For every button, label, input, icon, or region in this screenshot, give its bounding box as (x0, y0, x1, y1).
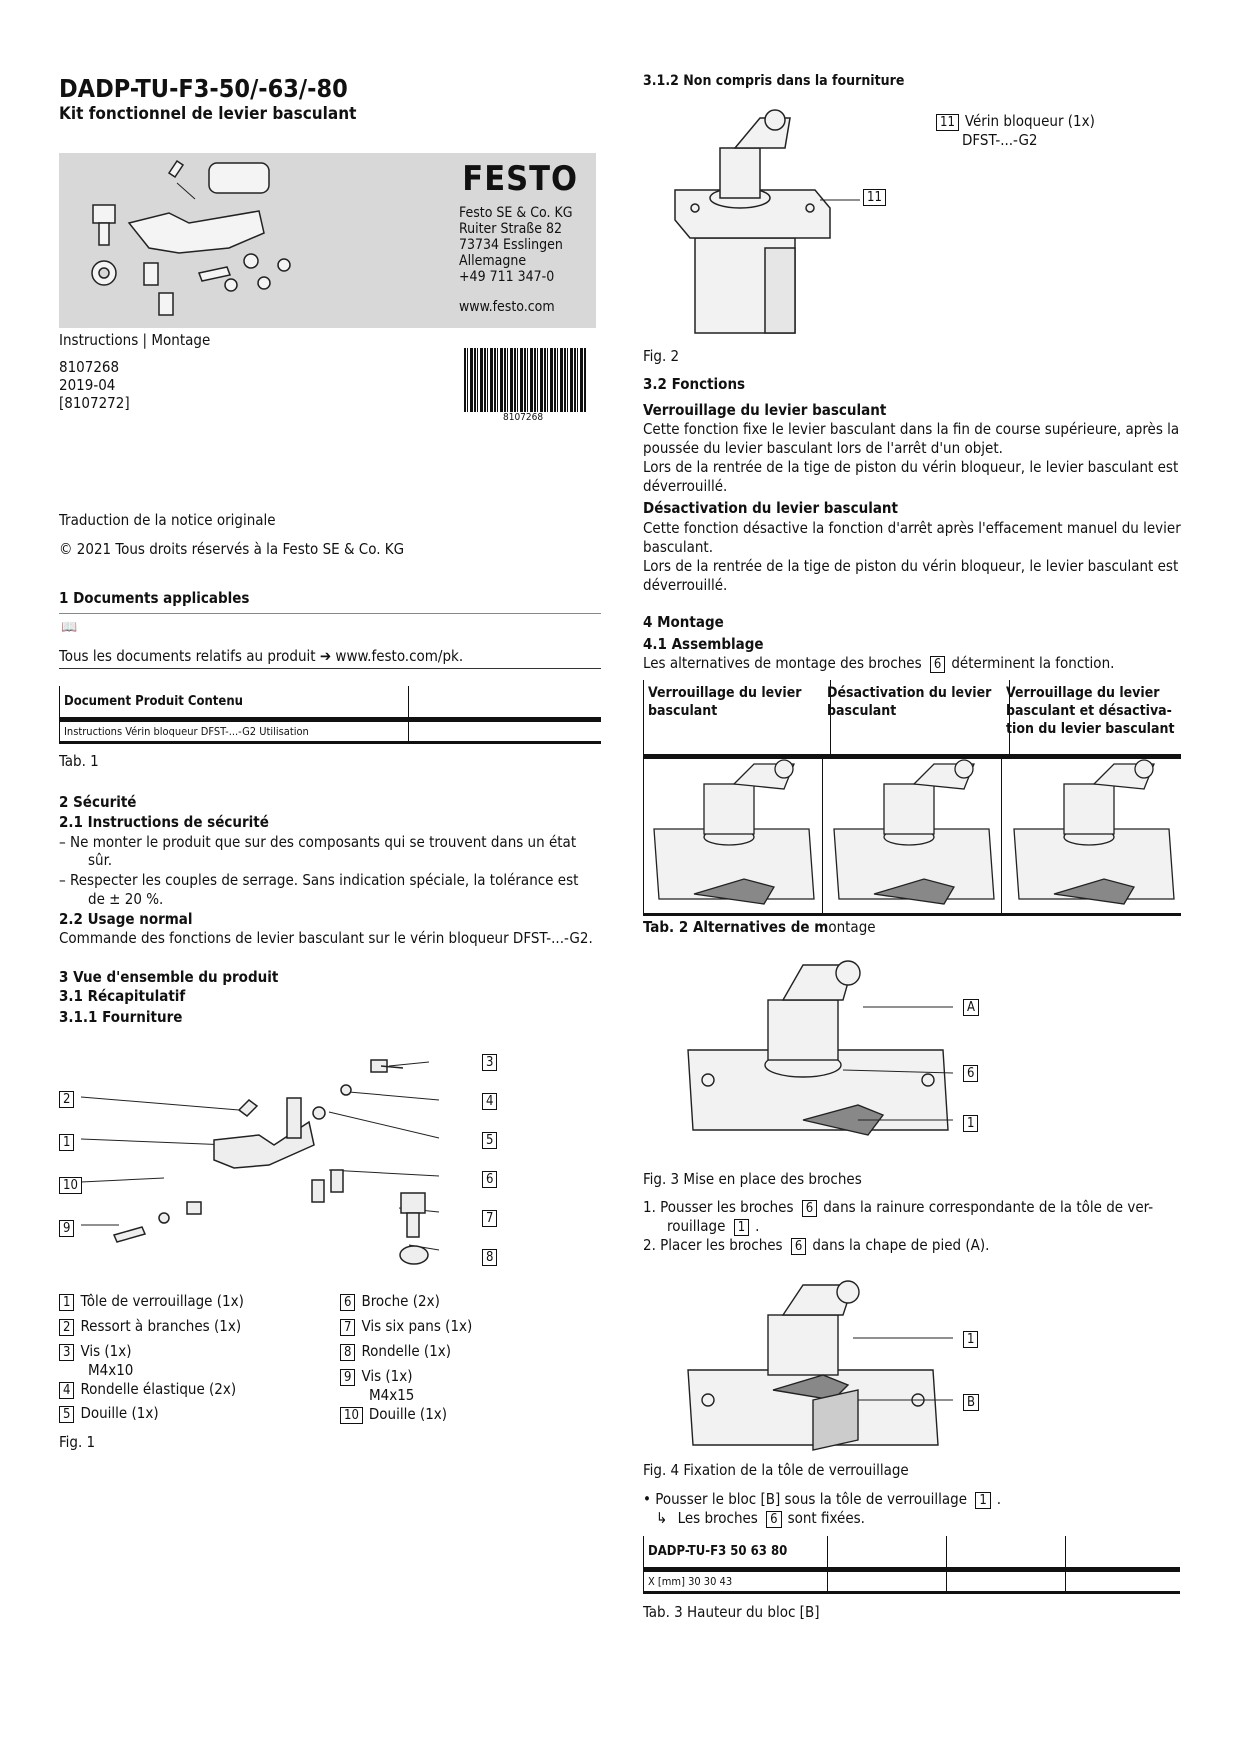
table-1 (59, 686, 601, 744)
fig4-caption: Fig. 4 Fixation de la tôle de verrouillage (643, 1461, 909, 1479)
fig1-callout (482, 1090, 503, 1110)
list-item: 6 Broche (2x) (340, 1292, 472, 1317)
table-1-header: Document Produit Contenu (60, 686, 409, 720)
callout-7: 7 (482, 1210, 497, 1227)
usage-text: Commande des fonctions de levier basculant sur le vérin bloqueur DFST-...-G2. (59, 929, 593, 947)
fig2-illustration (665, 108, 865, 338)
function1-text: Cette fonction fixe le levier basculant dans la fin de course supérieure, après la poussée du levier basculant lors de l'arrêt d'un objet. Lors de la rentrée de la tige de piston du vérin bloqueur, le levier basculant est déverrouillé. (643, 420, 1180, 495)
list-item: 3 Vis (1x) (59, 1342, 244, 1361)
safety-bullet: – Ne monter le produit que sur des composants qui se trouvent dans un état (59, 833, 577, 851)
table-1-row: Instructions Vérin bloqueur DFST-...-G2 Utilisation (60, 720, 409, 743)
table-3 (643, 1536, 1180, 1594)
section2-2-heading: 2.2 Usage normal (59, 910, 193, 928)
list-item: 2 Ressort à branches (1x) (59, 1317, 244, 1342)
page-title: DADP-TU-F3-50/-63/-80 (59, 74, 348, 103)
section2-heading: 2 Sécurité (59, 793, 137, 811)
push-instruction: • Pousser le bloc [B] sous la tôle de verrouillage 1 . (643, 1490, 1002, 1508)
list-item: 1 Tôle de verrouillage (1x) (59, 1292, 244, 1317)
translation-note: Traduction de la notice originale (59, 511, 276, 529)
function1-title: Verrouillage du levier basculant (643, 401, 887, 419)
list-item: 8 Rondelle (1x) (340, 1342, 472, 1367)
fig1-callout (482, 1168, 503, 1188)
address-line: Ruiter Straße 82 (459, 221, 563, 237)
fig4-illustration (683, 1280, 953, 1450)
barcode (464, 348, 586, 412)
fig1-callout (482, 1129, 503, 1149)
tab2-header-1: Verrouillage du levier basculant (644, 680, 831, 754)
callout-11: 11 (863, 189, 886, 206)
section2-1-heading: 2.1 Instructions de sécurité (59, 813, 269, 831)
section3-1-2-heading: 3.1.2 Non compris dans la fourniture (643, 73, 905, 89)
doc-ref: [8107272] (59, 394, 130, 412)
kit-parts-illustration (59, 153, 389, 328)
fig1-callout (59, 1131, 80, 1151)
address-line: 73734 Esslingen (459, 237, 563, 253)
section1-heading: 1 Documents applicables (59, 589, 250, 607)
section4-heading: 4 Montage (643, 613, 724, 631)
festo-logo: FESTO (462, 159, 578, 199)
fig1-callout (59, 1088, 80, 1108)
fig1-callout (482, 1246, 503, 1266)
doc-type: Instructions | Montage (59, 331, 211, 349)
callout-4: 4 (482, 1093, 497, 1110)
tab2-header-2: Désactivation du levier basculant (823, 680, 1010, 754)
fig1-illustration (59, 1040, 509, 1280)
fig1-callout (59, 1174, 88, 1194)
doc-date: 2019-04 (59, 376, 116, 394)
callout-10: 10 (59, 1177, 82, 1194)
push-result: ↳ Les broches 6 sont fixées. (656, 1509, 865, 1527)
step-1-cont: rouillage 1 . (667, 1217, 760, 1235)
fig3-caption: Fig. 3 Mise en place des broches (643, 1170, 862, 1188)
callout-3: 3 (482, 1054, 497, 1071)
fig4-callout-b: B (963, 1394, 979, 1411)
assembly-text: Les alternatives de montage des broches 6 déterminent la fonction. (643, 654, 1115, 672)
list-item: 7 Vis six pans (1x) (340, 1317, 472, 1342)
fig1-callout (59, 1217, 80, 1237)
step-1: 1. Pousser les broches 6 dans la rainure correspondante de la tôle de ver- (643, 1198, 1154, 1216)
callout-9: 9 (59, 1220, 74, 1237)
callout-1: 1 (59, 1134, 74, 1151)
list-item-extra: M4x15 (369, 1386, 415, 1404)
safety-bullet: – Respecter les couples de serrage. Sans indication spéciale, la tolérance est (59, 871, 579, 889)
doc-number: 8107268 (59, 358, 120, 376)
table-1-caption: Tab. 1 (59, 752, 99, 770)
list-item: 4 Rondelle élastique (2x) (59, 1380, 244, 1404)
callout-5: 5 (482, 1132, 497, 1149)
list-item: 5 Douille (1x) (59, 1404, 244, 1423)
parts-list-right (340, 1292, 472, 1424)
list-item-extra: M4x10 (88, 1361, 134, 1379)
section3-1-heading: 3.1 Récapitulatif (59, 987, 186, 1005)
safety-bullet-cont: sûr. (88, 851, 113, 869)
function2-text: Cette fonction désactive la fonction d'arrêt après l'effacement manuel du levier basculant. Lors de la rentrée de la tige de piston du vérin bloqueur, le levier basculant est déverrouillé. (643, 519, 1181, 594)
step-2: 2. Placer les broches 6 dans la chape de pied (A). (643, 1236, 990, 1254)
safety-bullet-cont: de ± 20 %. (88, 890, 164, 908)
list-item: 9 Vis (1x) (340, 1367, 472, 1386)
copyright: © 2021 Tous droits réservés à la Festo SE & Co. KG (59, 540, 405, 558)
festo-website: www.festo.com (459, 299, 555, 315)
fig3-callout-a: A (963, 999, 979, 1016)
address-line: Festo SE & Co. KG (459, 205, 573, 221)
fig1-callout (482, 1051, 503, 1071)
fig4-callout-1: 1 (963, 1331, 978, 1348)
section3-1-1-heading: 3.1.1 Fourniture (59, 1008, 183, 1026)
callout-2: 2 (59, 1091, 74, 1108)
table-2-caption: Tab. 2 Alternatives de montage (643, 918, 876, 936)
section1-text: Tous les documents relatifs au produit ➔ www.festo.com/pk. (59, 647, 464, 665)
address-line: Allemagne (459, 253, 527, 269)
address-line: +49 711 347-0 (459, 269, 555, 285)
callout-8: 8 (482, 1249, 497, 1266)
tab2-illustrations (644, 759, 1181, 913)
fig3-callout-6: 6 (963, 1065, 978, 1082)
book-icon: 📖 (61, 620, 78, 635)
parts-list-left (59, 1292, 244, 1423)
result-arrow-icon: ↳ (656, 1509, 668, 1527)
barcode-number: 8107268 (503, 412, 544, 423)
table-3-caption: Tab. 3 Hauteur du bloc [B] (643, 1603, 820, 1621)
tab2-header-3: Verrouillage du levier basculant et désactiva- tion du levier basculant (1006, 685, 1175, 737)
fig2-caption: Fig. 2 (643, 347, 680, 365)
fig3-illustration (683, 955, 953, 1155)
section4-1-heading: 4.1 Assemblage (643, 635, 764, 653)
fig1-caption: Fig. 1 (59, 1433, 96, 1451)
cover-panel (59, 153, 596, 328)
function2-title: Désactivation du levier basculant (643, 499, 898, 517)
callout-11-label: 11 (936, 114, 959, 131)
fig1-callout (482, 1207, 503, 1227)
page-subtitle: Kit fonctionnel de levier basculant (59, 104, 357, 124)
table-2 (643, 680, 1181, 916)
table-3-header: DADP-TU-F3 50 63 80 (644, 1536, 828, 1570)
table-3-row: X [mm] 30 30 43 (644, 1570, 828, 1593)
item11-model: DFST-...-G2 (962, 131, 1038, 149)
section3-2-heading: 3.2 Fonctions (643, 375, 746, 393)
item11-entry: 11 Vérin bloqueur (1x) (936, 112, 1095, 131)
fig3-callout-1: 1 (963, 1115, 978, 1132)
callout-6: 6 (482, 1171, 497, 1188)
list-item: 10 Douille (1x) (340, 1405, 472, 1424)
section3-heading: 3 Vue d'ensemble du produit (59, 968, 279, 986)
festo-address (459, 205, 572, 285)
